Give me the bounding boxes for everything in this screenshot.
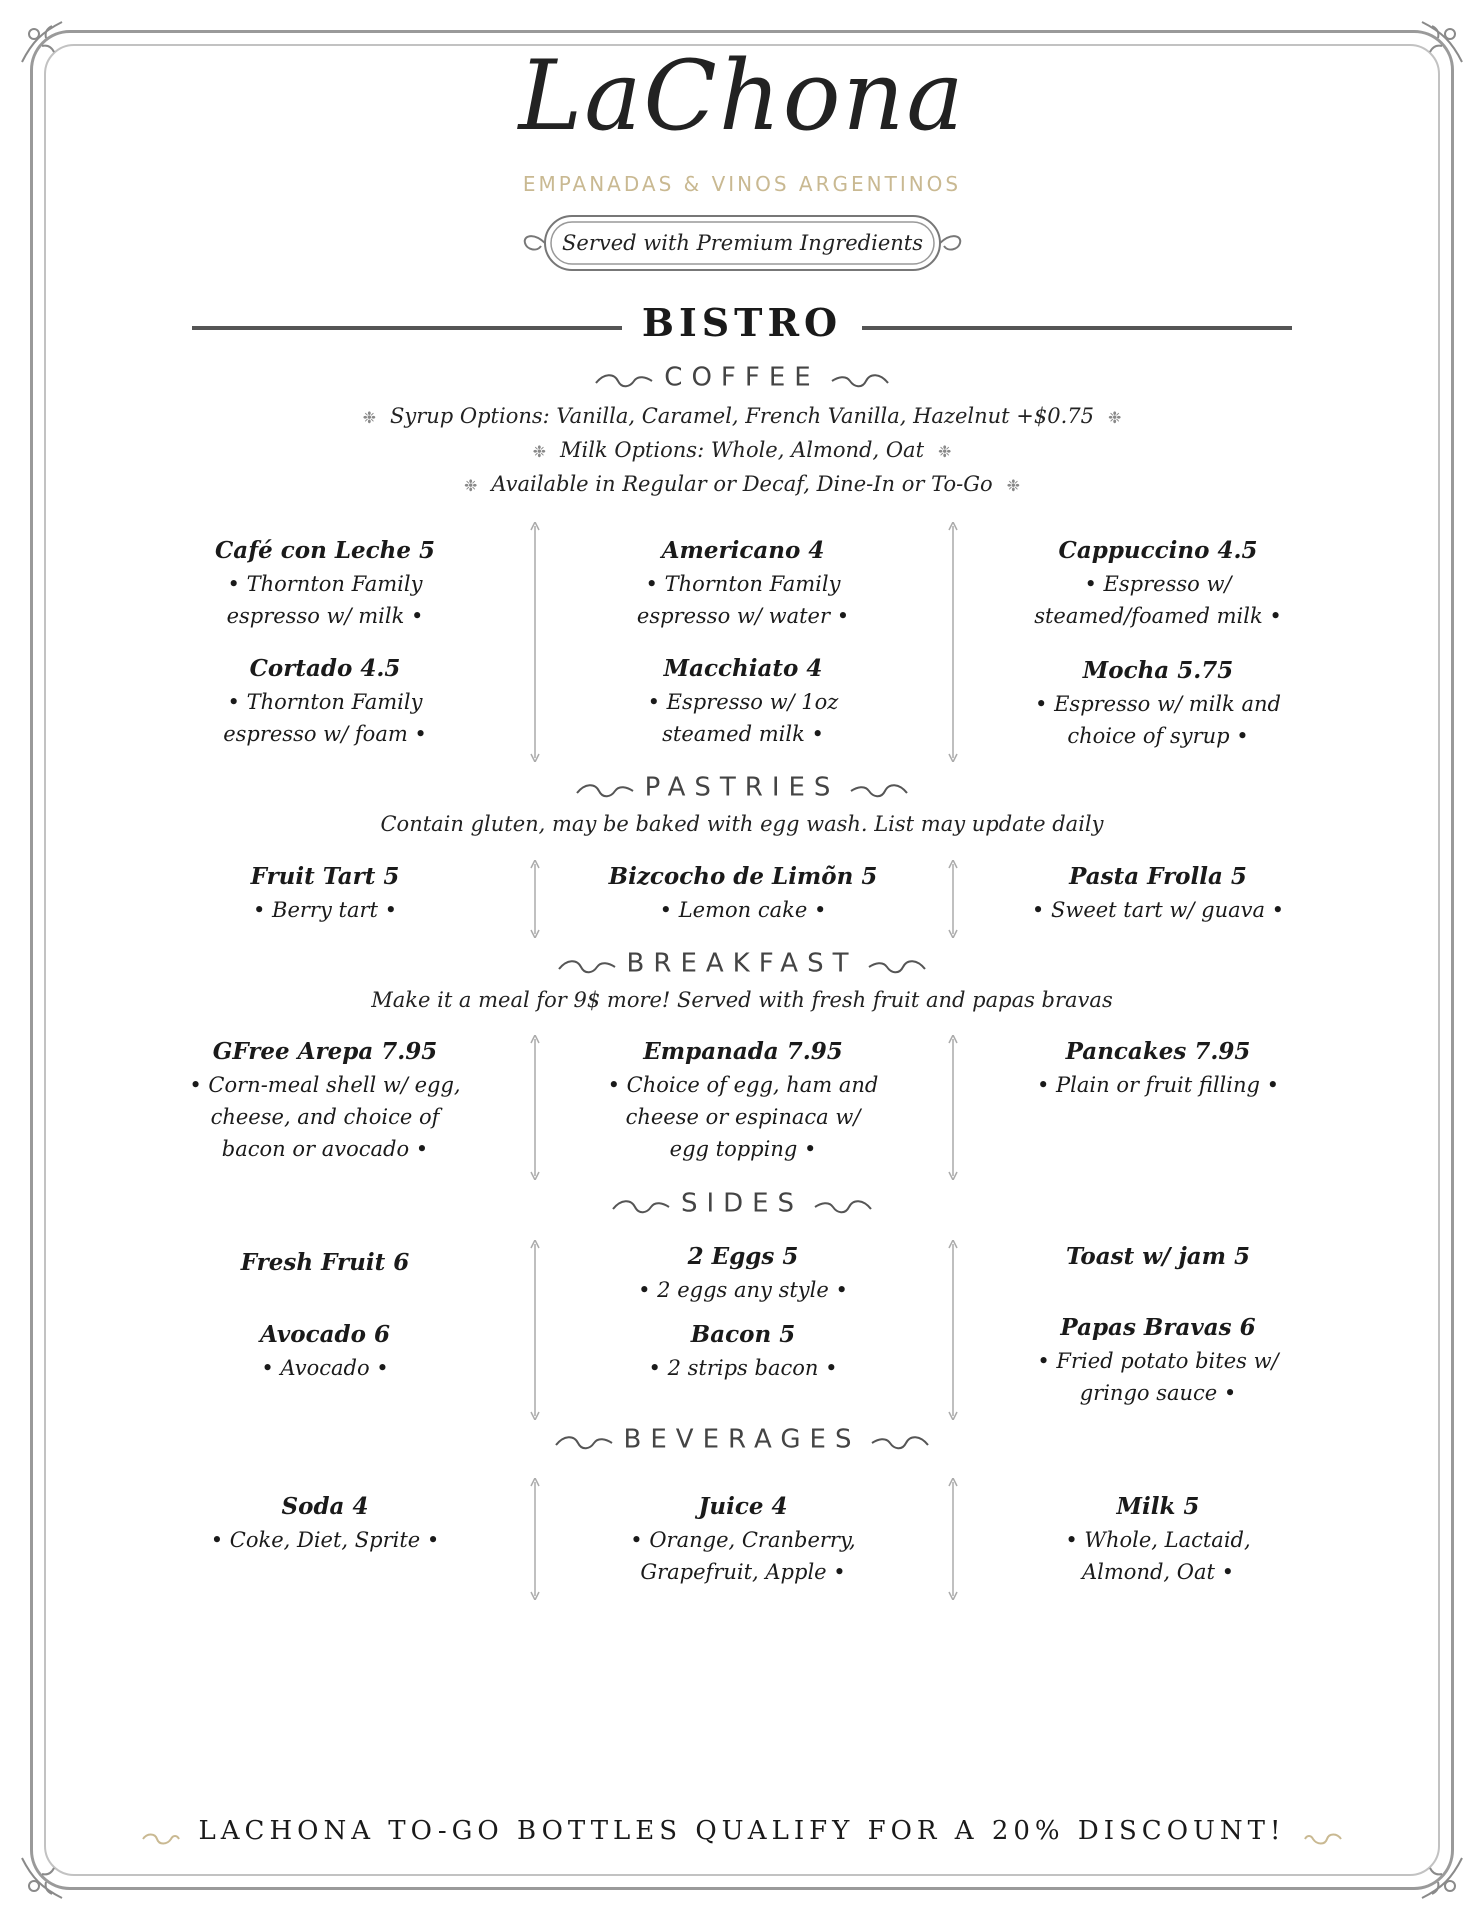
footer-text: LACHONA TO-GO BOTTLES QUALIFY FOR A 20% DISCOUNT! xyxy=(198,1816,1286,1846)
pastries-note: Contain gluten, may be baked with egg wash. List may update daily xyxy=(380,812,1104,836)
corner-flourish-icon xyxy=(1412,1848,1472,1908)
section-heading-sides xyxy=(0,1188,1484,1219)
menu-item xyxy=(160,534,490,632)
note-text: Milk Options: Whole, Almond, Oat xyxy=(559,438,925,462)
cartouche-banner xyxy=(515,212,970,274)
item-desc: • Thornton Family xyxy=(227,690,423,714)
item-name: Bacon 5 xyxy=(690,1321,796,1348)
section-title: SIDES xyxy=(680,1188,804,1219)
menu-item xyxy=(993,1240,1323,1274)
bistro-header xyxy=(192,300,1292,350)
tagline: EMPANADAS & VINOS ARGENTINOS xyxy=(522,172,962,196)
menu-item xyxy=(160,1490,490,1556)
item-desc: • Sweet tart w/ guava • xyxy=(1031,898,1285,922)
swirl-ornament-icon xyxy=(594,368,654,388)
menu-item xyxy=(993,1035,1323,1101)
item-desc: cheese or espinaca w/ xyxy=(625,1105,861,1129)
item-desc: espresso w/ water • xyxy=(636,604,850,628)
menu-item xyxy=(160,860,490,926)
item-name: Soda 4 xyxy=(281,1493,369,1520)
section-title: BREAKFAST xyxy=(626,948,858,979)
column-divider xyxy=(948,860,958,938)
item-name: Juice 4 xyxy=(698,1493,788,1520)
item-desc: • Lemon cake • xyxy=(659,898,827,922)
item-desc: • Espresso w/ 1oz xyxy=(647,690,839,714)
item-desc: Almond, Oat • xyxy=(1082,1560,1234,1584)
restaurant-logo: LaChona xyxy=(518,40,966,152)
menu-item xyxy=(160,1035,490,1165)
column-divider xyxy=(530,522,540,762)
column-divider xyxy=(530,1240,540,1420)
item-desc: Grapefruit, Apple • xyxy=(640,1560,846,1584)
item-desc: • Thornton Family xyxy=(645,572,841,596)
section-heading-beverages xyxy=(0,1424,1484,1455)
note-text: Available in Regular or Decaf, Dine-In or To-Go xyxy=(491,472,993,496)
item-desc: • Thornton Family xyxy=(227,572,423,596)
menu-item xyxy=(578,652,908,750)
item-desc: • Coke, Diet, Sprite • xyxy=(210,1528,440,1552)
cartouche-text: Served with Premium Ingredients xyxy=(562,231,923,255)
item-desc: steamed/foamed milk • xyxy=(1034,604,1282,628)
item-desc: • Corn-meal shell w/ egg, xyxy=(189,1073,461,1097)
menu-item xyxy=(578,1035,908,1165)
section-heading-breakfast xyxy=(0,948,1484,979)
column-divider xyxy=(948,1035,958,1180)
swirl-ornament-icon xyxy=(830,368,890,388)
section-title: COFFEE xyxy=(664,362,820,393)
menu-item xyxy=(578,860,908,926)
swirl-ornament-icon xyxy=(554,1430,614,1450)
item-name: 2 Eggs 5 xyxy=(687,1243,799,1270)
menu-title: BISTRO xyxy=(641,300,843,345)
item-desc: • 2 eggs any style • xyxy=(638,1278,848,1302)
coffee-note: ❉ Milk Options: Whole, Almond, Oat ❉ xyxy=(532,438,952,462)
menu-item xyxy=(578,1490,908,1588)
item-name: Pancakes 7.95 xyxy=(1065,1038,1251,1065)
item-name: Toast w/ jam 5 xyxy=(1065,1243,1251,1270)
item-name: GFree Arepa 7.95 xyxy=(212,1038,438,1065)
column-divider xyxy=(530,860,540,938)
swirl-ornament-icon xyxy=(867,954,927,974)
item-name: Americano 4 xyxy=(661,537,825,564)
item-desc: egg topping • xyxy=(669,1137,817,1161)
breakfast-note: Make it a meal for 9$ more! Served with fresh fruit and papas bravas xyxy=(371,988,1113,1012)
swirl-ornament-icon xyxy=(141,1824,181,1840)
menu-item xyxy=(993,534,1323,632)
item-desc: • Berry tart • xyxy=(252,898,398,922)
item-desc: • Fried potato bites w/ xyxy=(1037,1349,1279,1373)
column-divider xyxy=(530,1478,540,1600)
item-name: Avocado 6 xyxy=(260,1321,390,1348)
column-divider xyxy=(948,522,958,762)
item-name: Cortado 4.5 xyxy=(249,655,401,682)
menu-item xyxy=(993,654,1323,752)
column-divider xyxy=(530,1035,540,1180)
coffee-note: ❉ Syrup Options: Vanilla, Caramel, French Vanilla, Hazelnut +$0.75 ❉ xyxy=(362,404,1122,428)
item-desc: choice of syrup • xyxy=(1067,724,1249,748)
section-heading-pastries xyxy=(0,772,1484,803)
item-desc: espresso w/ foam • xyxy=(223,722,427,746)
item-desc: • Plain or fruit filling • xyxy=(1036,1073,1280,1097)
swirl-ornament-icon xyxy=(1303,1824,1343,1840)
menu-item xyxy=(578,1318,908,1384)
corner-flourish-icon xyxy=(12,1848,72,1908)
section-heading-coffee xyxy=(0,362,1484,393)
menu-item xyxy=(993,1490,1323,1588)
item-desc: • Espresso w/ xyxy=(1084,572,1232,596)
coffee-note: ❉ Available in Regular or Decaf, Dine-In or To-Go ❉ xyxy=(463,472,1021,496)
item-desc: cheese, and choice of xyxy=(210,1105,440,1129)
menu-item xyxy=(160,1318,490,1384)
item-name: Cappuccino 4.5 xyxy=(1058,537,1258,564)
swirl-ornament-icon xyxy=(870,1430,930,1450)
item-name: Papas Bravas 6 xyxy=(1060,1314,1256,1341)
item-desc: • Orange, Cranberry, xyxy=(630,1528,856,1552)
menu-item xyxy=(578,534,908,632)
swirl-ornament-icon xyxy=(611,1194,671,1214)
swirl-ornament-icon xyxy=(557,954,617,974)
item-name: Fresh Fruit 6 xyxy=(240,1249,410,1276)
item-desc: • 2 strips bacon • xyxy=(648,1356,838,1380)
item-name: Mocha 5.75 xyxy=(1082,657,1234,684)
item-name: Bizcocho de Limõn 5 xyxy=(608,863,878,890)
note-text: Syrup Options: Vanilla, Caramel, French Vanilla, Hazelnut +$0.75 xyxy=(389,404,1095,428)
item-desc: • Avocado • xyxy=(261,1356,389,1380)
menu-item xyxy=(578,1240,908,1306)
footer-banner xyxy=(0,1816,1484,1846)
menu-item xyxy=(160,652,490,750)
swirl-ornament-icon xyxy=(575,778,635,798)
item-desc: • Choice of egg, ham and xyxy=(607,1073,879,1097)
item-name: Empanada 7.95 xyxy=(643,1038,843,1065)
swirl-ornament-icon xyxy=(849,778,909,798)
menu-item xyxy=(993,1311,1323,1409)
swirl-ornament-icon xyxy=(813,1194,873,1214)
menu-item xyxy=(160,1246,490,1280)
item-desc: bacon or avocado • xyxy=(221,1137,429,1161)
item-desc: • Espresso w/ milk and xyxy=(1035,692,1281,716)
item-name: Café con Leche 5 xyxy=(215,537,435,564)
column-divider xyxy=(948,1240,958,1420)
item-name: Fruit Tart 5 xyxy=(250,863,400,890)
item-desc: • Whole, Lactaid, xyxy=(1065,1528,1251,1552)
item-name: Pasta Frolla 5 xyxy=(1069,863,1247,890)
section-title: PASTRIES xyxy=(644,772,840,803)
column-divider xyxy=(948,1478,958,1600)
section-title: BEVERAGES xyxy=(623,1424,861,1455)
item-desc: steamed milk • xyxy=(662,722,824,746)
item-desc: espresso w/ milk • xyxy=(226,604,424,628)
item-name: Milk 5 xyxy=(1116,1493,1200,1520)
item-name: Macchiato 4 xyxy=(663,655,823,682)
menu-item xyxy=(993,860,1323,926)
item-desc: gringo sauce • xyxy=(1079,1381,1237,1405)
